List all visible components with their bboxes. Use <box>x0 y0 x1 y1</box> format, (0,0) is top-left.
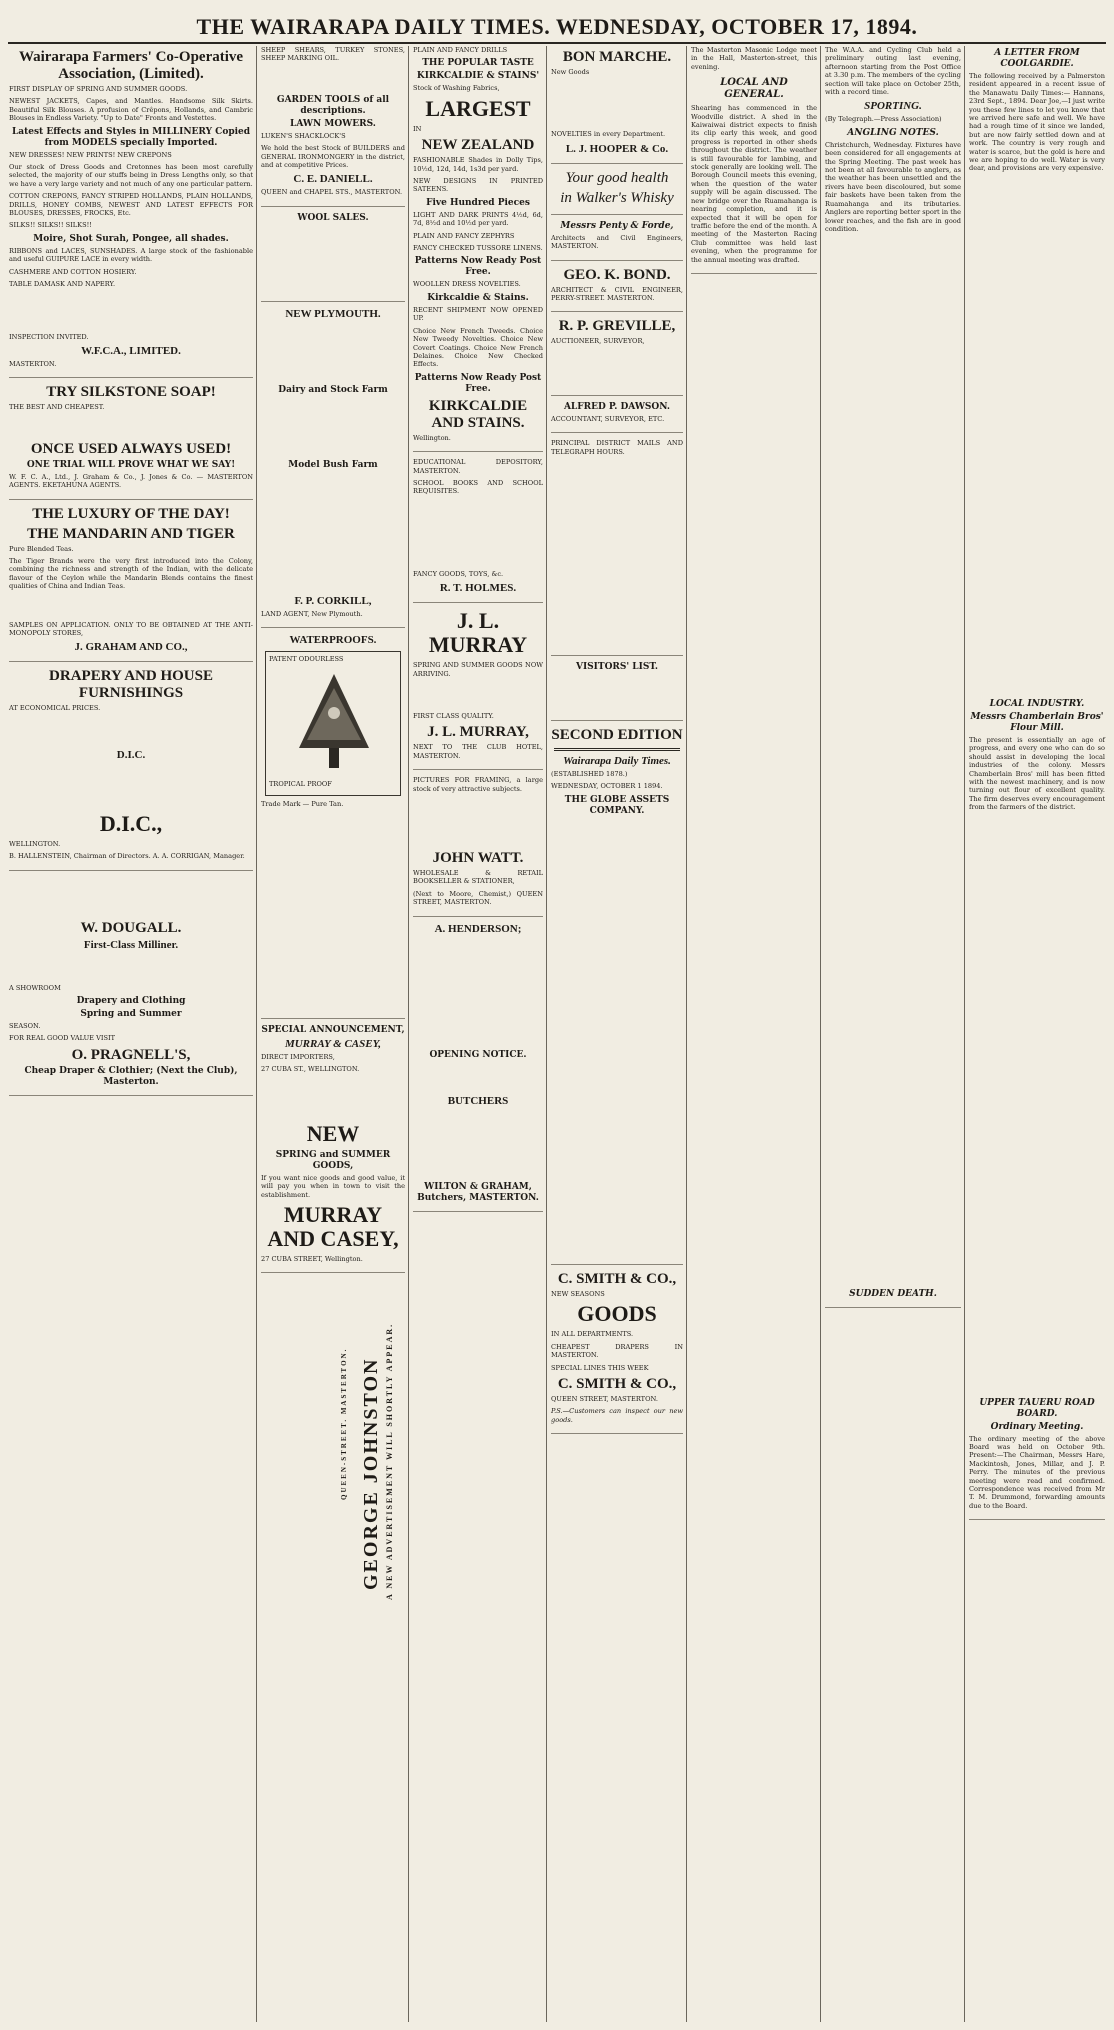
ad-text: W. F. C. A., Ltd., J. Graham & Co., J. Jones & Co. — MASTERTON AGENTS. EKETAHUNA AGENTS. <box>9 472 253 490</box>
ad-subhead: Moire, Shot Surah, Pongee, all shades. <box>33 233 229 244</box>
news-text: The Masterton Masonic Lodge meet in the Hall, Masterton-street, this evening. <box>691 46 817 71</box>
news-column <box>969 48 1105 1520</box>
news-text: The following received by a Palmerston resident appeared in a recent issue of the Manawatu Daily Times:— Hannans, 23rd Sept., 1894. Dear Joe,—I just write you these few lines to let you know that we arrived here safe and well. We have had a rough time of it since we landed, but are now fairly settled down and at work. The country is very rough and water is scarce, but the gold is here and we are hoping to do well. Water is very dear, and provisions are very expensive. <box>969 72 1105 173</box>
ad-headline: R. P. GREVILLE, <box>558 318 676 335</box>
ad-text: ARCHITECT & CIVIL ENGINEER, PERRY-STREET. MASTERTON. <box>551 285 683 303</box>
ad-subhead: ALFRED P. DAWSON. <box>563 401 671 412</box>
news-column <box>825 46 961 1308</box>
section-heading: ANGLING NOTES. <box>847 127 939 138</box>
ad-text: (ESTABLISHED 1878.) <box>551 770 628 779</box>
ad-text: ACCOUNTANT, SURVEYOR, ETC. <box>551 414 665 423</box>
ad-headline: TRY SILKSTONE SOAP! <box>46 384 216 401</box>
ad-subhead: Spring and Summer <box>80 1009 182 1019</box>
ad-text: We hold the best Stock of BUILDERS and GENERAL IRONMONGERY in the district, and at competitive Prices. <box>261 144 405 170</box>
ad-text: IN ALL DEPARTMENTS. <box>551 1330 634 1339</box>
news-text: Christchurch, Wednesday. Fixtures have been considered for all engagements at the Spring Meeting. The past week has not been at all favourable to anglers, as the weather has been unsettled and the rivers have been discoloured, but some fair baskets have been taken from the Ruamahanga and its tributaries. Anglers are reporting better sport in the lower reaches, and the fish are in good condition. <box>825 140 961 233</box>
ad-kirkcaldie-stains <box>413 46 543 452</box>
script-line: Your good health <box>565 169 669 186</box>
ad-headline: BUTCHERS <box>447 1094 509 1107</box>
ad-text: FIRST CLASS QUALITY. <box>413 711 494 720</box>
ad-walkers-whisky <box>551 170 683 215</box>
ad-headline: J. L. MURRAY <box>428 608 528 658</box>
section-heading: UPPER TAUERU ROAD BOARD. <box>979 1397 1095 1419</box>
ad-subhead: Drapery and Clothing <box>76 996 186 1006</box>
ad-text: PLAIN AND FANCY ZEPHYRS <box>413 231 515 240</box>
ad-text: SCHOOL BOOKS AND SCHOOL REQUISITES. <box>413 478 543 496</box>
ad-subhead: Cheap Draper & Clothier; (Next the Club), Masterton. <box>24 1065 238 1087</box>
ad-text: FANCY GOODS, TOYS, &c. <box>413 569 504 578</box>
ad-text: PRINCIPAL DISTRICT MAILS AND TELEGRAPH HOURS. <box>551 439 683 456</box>
vertical-ad-notice: A NEW ADVERTISEMENT WILL SHORTLY APPEAR. <box>385 1322 394 1600</box>
ad-subhead: Patterns Now Ready Post Free. <box>414 372 542 394</box>
ad-text: COTTON CREPONS, FANCY STRIPED HOLLANDS, PLAIN HOLLANDS, DRILLS, HONEY COMBS, NEWEST AND LATEST EFFECTS FOR BLOUSES, DRESSES, FROCKS, Etc. <box>9 192 253 218</box>
ad-farmers-cooperative <box>9 49 253 378</box>
ad-subhead: LAWN MOWERS. <box>290 118 376 129</box>
ad-headline: NEW PLYMOUTH. <box>285 307 381 320</box>
ad-text: LUKEN'S SHACKLOCK'S <box>261 131 346 140</box>
ad-headline: W. DOUGALL. <box>80 919 182 936</box>
column-3 <box>410 46 547 2022</box>
ad-text: SHEEP SHEARS, TURKEY STONES, SHEEP MARKING OIL. <box>261 46 405 63</box>
ad-subhead: KIRKCALDIE & STAINS' <box>416 71 540 82</box>
ad-jl-murray <box>413 609 543 770</box>
ad-headline: R. T. HOLMES. <box>439 582 517 595</box>
column-6 <box>822 46 965 2022</box>
ad-c-smith <box>551 1271 683 1434</box>
ad-headline: C. E. DANIELL. <box>293 173 373 186</box>
ad-headline: GOODS <box>577 1301 657 1327</box>
column-1 <box>6 46 257 2022</box>
ad-text: QUEEN STREET, MASTERTON. <box>551 1394 658 1403</box>
section-heading: SUDDEN DEATH. <box>849 1289 937 1300</box>
ad-text: LIGHT AND DARK PRINTS 4½d, 6d, 7d, 8½d and 10½d per yard. <box>413 210 543 228</box>
visitors-list <box>551 662 683 721</box>
ad-headline: BON MARCHE. <box>562 49 672 65</box>
news-column <box>691 46 817 274</box>
news-text: The ordinary meeting of the above Board was held on October 9th. Present:—The Chairman, Messrs Hare, Mackintosh, Jones, Millar, and J. P. Perry. The minutes of the previous meeting were read and confirmed. Correspondence was received from Mr T. M. Drummond, forwarding amounts due to the Board. <box>969 1434 1105 1510</box>
vertical-ad-name: GEORGE JOHNSTON <box>360 1357 382 1590</box>
ad-text: 27 CUBA ST., WELLINGTON. <box>261 1065 360 1074</box>
ad-text: NEW SEASONS <box>551 1289 605 1298</box>
ad-text: New Goods <box>551 68 590 76</box>
ad-text: TABLE DAMASK AND NAPERY. <box>9 280 116 289</box>
column-7 <box>966 46 1108 2022</box>
ad-text: The Tiger Brands were the very first introduced into the Colony, combining the richness and strength of the Indian, with the delicate flavour of the Ceylon while the Mandarin Blends contains the finest qualities of China and Indian Teas. <box>9 556 253 591</box>
ad-text: FASHIONABLE Shades in Dolly Tips, 10½d, 12d, 14d, 1s3d per yard. <box>413 156 543 173</box>
ad-dic <box>9 668 253 870</box>
section-heading: LOCAL INDUSTRY. <box>989 698 1085 709</box>
column-5 <box>688 46 821 2022</box>
ad-text: AUCTIONEER, SURVEYOR, <box>551 337 645 346</box>
ad-subhead: SPRING and SUMMER GOODS, <box>275 1149 391 1171</box>
masthead: THE WAIRARAPA DAILY TIMES. WEDNESDAY, OCTOBER 17, 1894. <box>196 14 918 39</box>
ad-text: 27 CUBA STREET, Wellington. <box>261 1254 363 1263</box>
ad-dougall <box>9 877 253 1096</box>
section-heading: A LETTER FROM COOLGARDIE. <box>994 48 1080 69</box>
ad-text: NEWEST JACKETS, Capes, and Mantles. Handsome Silk Skirts. Beautiful Silk Blouses. A profusion of Crêpons, Hollands, and Cambric Blouses in Endless Variety. "Up to Date" Fronts and Vestettes. <box>9 97 253 123</box>
ad-hardware <box>261 46 405 207</box>
ad-wool-sales <box>261 213 405 302</box>
ad-subhead: Model Bush Farm <box>288 459 378 470</box>
ad-headline: JOHN WATT. <box>432 850 524 866</box>
ad-headline: First-Class Milliner. <box>83 938 179 951</box>
ad-text: LAND AGENT, New Plymouth. <box>261 609 363 618</box>
ad-waterproofs <box>261 634 405 1019</box>
ad-text: SEASON. <box>9 1022 41 1030</box>
ad-headline: D.I.C. <box>116 748 146 761</box>
ad-headline: Wairarapa Daily Times. <box>563 755 671 768</box>
ad-headline: A. HENDERSON; <box>434 922 522 935</box>
column-4 <box>548 46 687 2022</box>
script-line: in Walker's Whisky <box>560 189 674 206</box>
ad-new-plymouth <box>261 308 405 628</box>
news-text: The W.A.A. and Cycling Club held a preliminary outing last evening, afternoon starting from the Post Office at 3.30 p.m. The members of the cycling section will take place on October 25th, with a record time. <box>825 46 961 97</box>
column-2 <box>258 46 409 2022</box>
ad-headline: D.I.C., <box>99 810 163 836</box>
ad-subhead: GARDEN TOOLS of all descriptions. <box>276 94 390 116</box>
news-text: The present is essentially an age of progress, and every one who can do so should assist in developing the local industries of the colony. Messrs Chamberlain Bros' mill has been fitted with the newest machinery, and is now turning out flour of excellent quality. The firm deserves every encouragement from the farmers of the district. <box>969 735 1105 812</box>
ad-headline: MURRAY AND CASEY, <box>267 1201 399 1251</box>
ad-subhead: Kirkcaldie & Stains. <box>427 292 529 303</box>
ad-henderson <box>413 923 543 1212</box>
ad-headline: THE LUXURY OF THE DAY! <box>32 505 230 522</box>
ad-headline: J. GRAHAM AND CO., <box>74 641 188 654</box>
double-rule <box>554 748 680 751</box>
ad-text: (Next to Moore, Chemist,) QUEEN STREET, MASTERTON. <box>413 889 543 907</box>
news-text: (By Telegraph.—Press Association) <box>825 115 942 124</box>
ad-subhead: THE GLOBE ASSETS COMPANY. <box>564 794 670 816</box>
ad-subhead: WILTON & GRAHAM, Butchers, MASTERTON. <box>417 1181 539 1203</box>
ad-headline: ONCE USED ALWAYS USED! <box>30 440 232 457</box>
ad-subhead: VISITORS' LIST. <box>575 662 658 673</box>
ad-headline: DRAPERY AND HOUSE FURNISHINGS <box>49 668 213 702</box>
ad-text: Architects and Civil Engineers, MASTERTON. <box>551 233 683 251</box>
ad-text: NEW DESIGNS IN PRINTED SATEENS. <box>413 177 543 194</box>
ad-subhead: Dairy and Stock Farm <box>278 384 388 395</box>
ad-subhead: WOOL SALES. <box>297 212 369 223</box>
ad-text: AT ECONOMICAL PRICES. <box>9 704 101 713</box>
section-heading: LOCAL AND GENERAL. <box>720 77 788 101</box>
section-heading: SPORTING. <box>864 100 922 113</box>
ad-text: WOOLLEN DRESS NOVELTIES. <box>413 280 521 289</box>
ad-text: THE BEST AND CHEAPEST. <box>9 403 105 412</box>
ad-subhead: SPECIAL ANNOUNCEMENT, <box>261 1024 405 1035</box>
ad-headline: NEW ZEALAND <box>421 137 535 154</box>
ad-text: Stock of Washing Fabrics, <box>413 84 500 93</box>
masthead-rule <box>8 42 1106 44</box>
ad-headline: J. L. MURRAY, <box>427 724 529 741</box>
ad-text: EDUCATIONAL DEPOSITORY, MASTERTON. <box>413 458 543 475</box>
ad-text: IN <box>413 124 422 133</box>
ad-text: PATENT ODOURLESS <box>269 655 344 664</box>
ad-john-watt <box>413 776 543 916</box>
ad-subhead: Messrs Penty & Forde, <box>560 220 674 231</box>
ad-text: TROPICAL PROOF <box>269 780 332 789</box>
ad-text: RIBBONS and LACES, SUNSHADES. A large stock of the fashionable and useful GUIPURE LACE in every width. <box>9 246 253 264</box>
ad-headline: L. J. HOOPER & Co. <box>565 142 669 155</box>
ad-headline: WATERPROOFS. <box>289 634 377 647</box>
ad-holmes <box>413 458 543 603</box>
ad-headline: LARGEST <box>425 95 531 121</box>
ad-text: NEXT TO THE CLUB HOTEL, MASTERTON. <box>413 743 543 760</box>
ad-subhead: Patterns Now Ready Post Free. <box>414 256 542 278</box>
ad-text: SPECIAL LINES THIS WEEK <box>551 1363 649 1372</box>
ad-subhead: Five Hundred Pieces <box>426 197 530 208</box>
ad-text: FOR REAL GOOD VALUE VISIT <box>9 1034 115 1043</box>
ad-subhead: ONE TRIAL WILL PROVE WHAT WE SAY! <box>26 459 236 470</box>
ad-silkstone-soap <box>9 384 253 499</box>
ad-headline: MURRAY & CASEY, <box>284 1037 382 1050</box>
ad-murray-casey <box>261 1025 405 1273</box>
ad-text: DIRECT IMPORTERS, <box>261 1052 335 1061</box>
ad-text: SILKS!! SILKS!! SILKS!! <box>9 221 92 230</box>
ad-text: RECENT SHIPMENT NOW OPENED UP. <box>413 305 543 323</box>
ad-text: PICTURES FOR FRAMING, a large stock of very attractive subjects. <box>413 776 543 793</box>
ad-subhead: Latest Effects and Styles in MILLINERY Copied from MODELS specially Imported. <box>11 126 251 148</box>
section-heading: Ordinary Meeting. <box>990 1421 1084 1432</box>
trademark-illustration <box>265 651 401 796</box>
ad-text: FANCY CHECKED TUSSORE LINENS. <box>413 244 543 253</box>
ad-text: SAMPLES ON APPLICATION. ONLY TO BE OBTAINED AT THE ANTI-MONOPOLY STORES, <box>9 620 253 637</box>
ad-text: WELLINGTON. <box>9 839 61 848</box>
ad-headline: GEO. K. BOND. <box>563 266 671 283</box>
ad-bond <box>551 267 683 313</box>
ad-text: FIRST DISPLAY OF SPRING AND SUMMER GOODS. <box>9 85 188 93</box>
ad-text: If you want nice goods and good value, it will pay you when in town to visit the establishment. <box>261 1173 405 1199</box>
ad-text: P.S.—Customers can inspect our new goods. <box>551 1407 683 1424</box>
ad-text: CASHMERE AND COTTON HOSIERY. <box>9 267 137 276</box>
ad-text: INSPECTION INVITED. <box>9 332 89 341</box>
ad-text: WHOLESALE & RETAIL BOOKSELLER & STATIONER, <box>413 869 543 886</box>
second-edition <box>551 727 683 1265</box>
ad-headline: C. SMITH & CO., <box>557 1270 677 1287</box>
ad-text: NEW DRESSES! NEW PRINTS! NEW CREPONS <box>9 150 172 159</box>
vertical-ad-address: QUEEN-STREET. MASTERTON. <box>340 1347 348 1500</box>
ad-text: Trade Mark — Pure Tan. <box>261 800 344 809</box>
ad-headline: W.F.C.A., LIMITED. <box>81 344 181 357</box>
ad-headline: O. PRAGNELL'S, <box>71 1046 191 1063</box>
ad-text: Wellington. <box>413 433 451 442</box>
ad-headline: SECOND EDITION <box>551 727 683 744</box>
news-text: Shearing has commenced in the Woodville district. A shed in the Kaiwaiwai district expects to finish its clip early this week, and good progress is reported in other sheds throughout the district. The weather is still favourable for lambing, and stock generally are looking well. The Borough Council meets this evening, when the question of the water supply will be again discussed. The new bridge over the Ruamahanga is nearing completion, and it is expected that it will be open for traffic before the end of the month. A meeting of the Masterton Racing Club committee was held last evening, when the programme for the annual meeting was drafted. <box>691 104 817 264</box>
ad-subhead: OPENING NOTICE. <box>429 1049 527 1060</box>
ad-text: B. HALLENSTEIN, Chairman of Directors. A. A. CORRIGAN, Manager. <box>9 852 245 861</box>
ad-text: NOVELTIES in every Department. <box>551 130 666 139</box>
ad-mandarin-tiger-tea <box>9 506 253 663</box>
ad-headline: KIRKCALDIE AND STAINS. <box>428 397 528 431</box>
ad-text: WEDNESDAY, OCTOBER 1 1894. <box>551 782 663 791</box>
ad-text: CHEAPEST DRAPERS IN MASTERTON. <box>551 1342 683 1360</box>
ad-text: QUEEN and CHAPEL STS., MASTERTON. <box>261 188 403 197</box>
ad-subhead: THE POPULAR TASTE <box>422 58 534 69</box>
ad-bon-marche <box>551 49 683 164</box>
ad-text: PLAIN AND FANCY DRILLS <box>413 46 508 54</box>
ad-dawson <box>551 402 683 433</box>
section-heading: Messrs Chamberlain Bros' Flour Mill. <box>970 711 1104 733</box>
ad-penty-forde <box>551 221 683 261</box>
mail-hours <box>551 439 683 656</box>
ad-headline: F. P. CORKILL, <box>294 594 372 607</box>
ad-text: SPRING AND SUMMER GOODS NOW ARRIVING. <box>413 661 543 678</box>
ad-text: MASTERTON. <box>9 359 57 368</box>
ad-text: Our stock of Dress Goods and Cretonnes has been most carefully selected, the majority of our stuffs being in Dress Lengths only, so that we have a very large variety and not much of any one particular pattern. <box>9 163 253 188</box>
ad-headline: C. SMITH & CO., <box>557 1375 677 1392</box>
ad-greville <box>551 318 683 395</box>
tree-emblem-icon <box>269 668 399 778</box>
ad-text: Choice New French Tweeds. Choice New Tweedy Novelties. Choice New Covert Coatings. Choice New French Delaines. Choice New Checked Effects. <box>413 326 543 369</box>
ad-text: Pure Blended Teas. <box>9 544 74 553</box>
ad-text: A SHOWROOM <box>9 983 61 992</box>
ad-headline: THE MANDARIN AND TIGER <box>27 525 235 542</box>
ad-headline: NEW <box>306 1120 360 1146</box>
ad-headline: Wairarapa Farmers' Co-Operative Association, (Limited). <box>18 49 244 82</box>
